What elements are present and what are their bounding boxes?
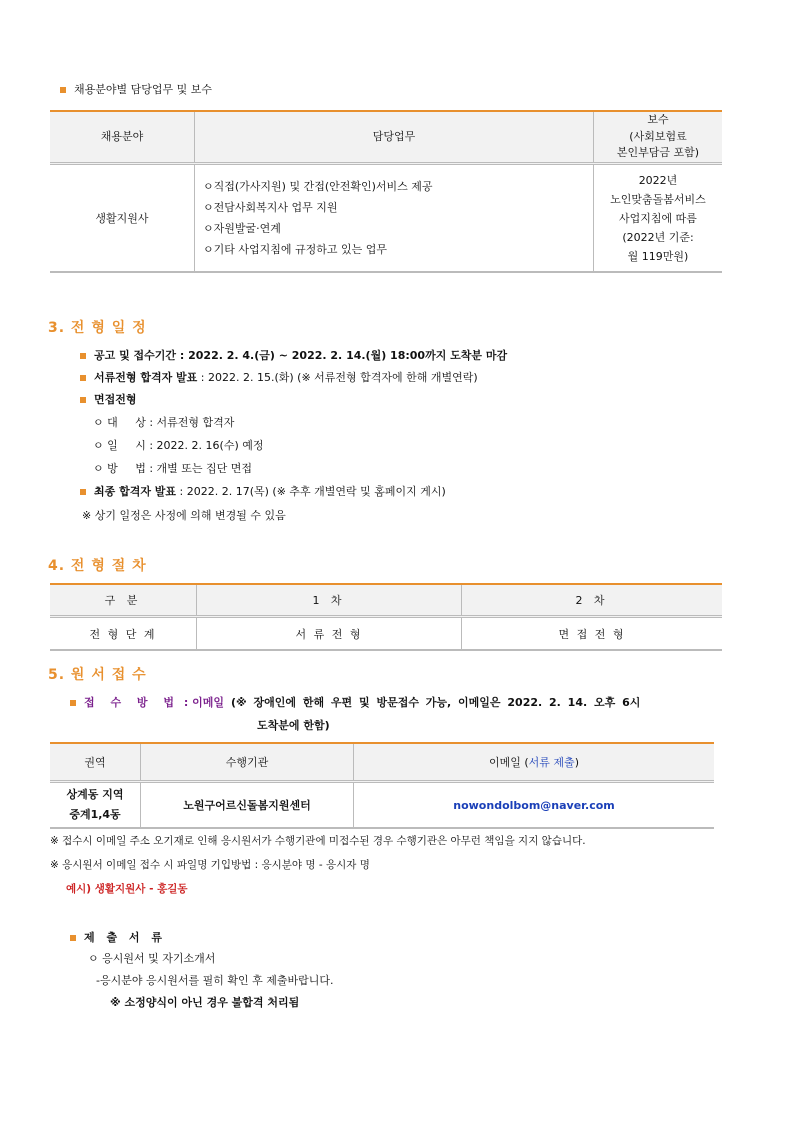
section-intro: 채용분야별 담당업무 및 보수 <box>60 81 212 97</box>
email-header: 이메일 (서류 제출) <box>354 743 715 782</box>
application-method: 접 수 방 법 : 이메일 (※ 장애인에 한해 우편 및 방문접수 가능, 이메일은 2022. 2. 14. 오후 6시 <box>70 694 640 710</box>
documents-warning: ※ 소정양식이 아닌 경우 불합격 처리됨 <box>110 996 300 1009</box>
schedule-note: ※ 상기 일정은 사정에 의해 변경될 수 있음 <box>82 509 286 522</box>
section5-title: 5. 원 서 접 수 <box>48 667 147 683</box>
duties-cell <box>195 164 594 273</box>
interview-sub-item: ㅇ 일 시 : 2022. 2. 16(수) 예정 <box>93 439 264 452</box>
schedule-item: 공고 및 접수기간 : 2022. 2. 4.(금) ~ 2022. 2. 14.(월) 18:00까지 도착분 마감 <box>80 347 507 363</box>
header-field: 채용분야 <box>50 111 195 164</box>
square-bullet-icon <box>80 489 86 495</box>
email-link[interactable]: nowondolbom@naver.com <box>354 782 715 829</box>
duty-item: ㅇ전담사회복지사 업무 지원 <box>203 201 338 214</box>
square-bullet-icon <box>80 375 86 381</box>
interview-sub-item: ㅇ 대 상 : 서류전형 합격자 <box>93 416 235 429</box>
filename-example: 예시) 생활지원사 - 홍길동 <box>66 883 188 895</box>
section4-title: 4. 전 형 절 차 <box>48 558 147 574</box>
schedule-item: 서류전형 합격자 발표 : 2022. 2. 15.(화) (※ 서류전형 합격자에 한해 개별연락) <box>80 369 478 385</box>
duty-item: ㅇ기타 사업지침에 규정하고 있는 업무 <box>203 243 388 256</box>
filename-note: ※ 응시원서 이메일 접수 시 파일명 기입방법 : 응시분야 명 - 응시자 명 <box>50 859 370 871</box>
square-bullet-icon <box>60 87 66 93</box>
square-bullet-icon <box>80 397 86 403</box>
schedule-item: 면접전형 <box>80 391 137 407</box>
square-bullet-icon <box>80 353 86 359</box>
section3-title: 3. 전 형 일 정 <box>48 320 147 336</box>
interview-sub-item: ㅇ 방 법 : 개별 또는 집단 면접 <box>93 462 253 475</box>
region-cell: 상계동 지역 중계1,4동 <box>66 788 124 821</box>
agency-cell: 노원구어르신돌봄지원센터 <box>141 782 354 829</box>
documents-title: 제 출 서 류 <box>70 929 166 945</box>
square-bullet-icon <box>70 700 76 706</box>
documents-item: ㅇ 응시원서 및 자기소개서 <box>88 952 216 965</box>
header-pay: 보수 (사회보험료 본인부담금 포함) <box>594 111 723 164</box>
header-duties: 담당업무 <box>195 111 594 164</box>
duty-item: ㅇ자원발굴·연계 <box>203 222 281 235</box>
final-announcement: 최종 합격자 발표 : 2022. 2. 17(목) (※ 추후 개별연락 및 홈페이지 게시) <box>80 483 446 499</box>
selection-process-table: 구 분 1 차 2 차 전 형 단 계 서 류 전 형 면 접 전 형 <box>50 583 722 651</box>
application-table: 권역 수행기관 이메일 (서류 제출) 상계동 지역 중계1,4동 노원구어르신돌봄지원센터 nowondolbom@naver.com <box>50 742 714 829</box>
field-cell: 생활지원사 <box>95 212 149 225</box>
duty-item: ㅇ직접(가사지원) 및 간접(안전확인)서비스 제공 <box>203 180 433 193</box>
square-bullet-icon <box>70 935 76 941</box>
pay-cell: 2022년 노인맞춤돌봄서비스 사업지침에 따름 (2022년 기준: 월 119만원) <box>594 164 723 273</box>
documents-instruction: -응시분야 응시원서를 필히 확인 후 제출바랍니다. <box>96 974 334 987</box>
email-note: ※ 접수시 이메일 주소 오기재로 인해 응시원서가 수행기관에 미접수된 경우 수행기관은 아무런 책임을 지지 않습니다. <box>50 835 586 847</box>
duties-pay-table <box>50 110 722 273</box>
application-method-cont: 도착분에 한함) <box>257 719 330 732</box>
